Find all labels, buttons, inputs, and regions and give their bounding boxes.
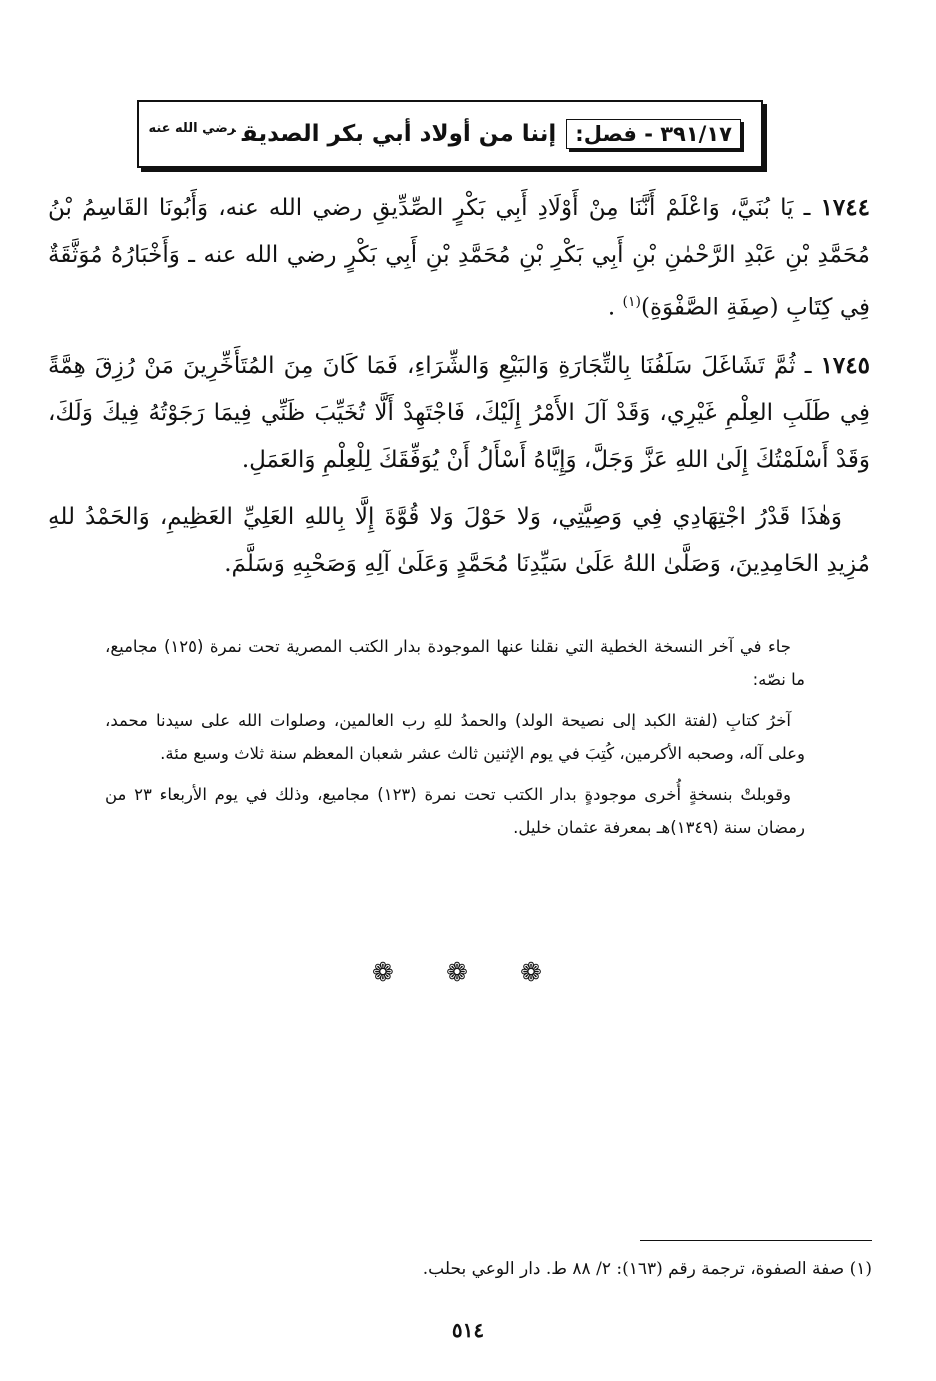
footnote-text: صفة الصفوة، ترجمة رقم (١٦٣): ٢/ ٨٨ ط. دار الوعي بحلب.	[422, 1259, 850, 1279]
paragraph-number: ١٧٤٥	[820, 351, 870, 379]
paragraph-text: وَهٰذَا قَدْرُ اجْتِهَادِي فِي وَصِيَّتِي، وَلا حَوْلَ وَلا قُوَّةَ إِلَّا بِاللهِ العَلِيِّ العَظِيمِ، وَالحَمْدُ للهِ مُزِيدِ الحَامِدِينَ، وَصَلَّىٰ اللهُ عَلَىٰ سَيِّدِنَا مُحَمَّدٍ وَعَلَىٰ آلِهِ وَصَحْبِهِ وَسَلَّمَ.	[48, 503, 870, 577]
ornament-separator: ❁ ❁ ❁	[372, 958, 564, 988]
paragraph-end: .	[607, 294, 623, 321]
colophon-paragraph: وقوبلتْ بنسخةٍ أُخرى موجودةٍ بدار الكتب تحت نمرة (١٢٣) مجاميع، وذلك في يوم الأربعاء ٢٣ من رمضان سنة (١٣٤٩)هـ بمعرفة عثمان خليل.	[105, 785, 805, 837]
chapter-title-text: إننا من أولاد أبي بكر الصديق	[241, 121, 557, 147]
honorific-mark: رضي الله عنه	[148, 121, 236, 137]
paragraph-1745	[48, 342, 870, 484]
paragraph-number: ١٧٤٤	[820, 194, 870, 221]
paragraph-text: ـ يَا بُنَيَّ، وَاعْلَمْ أَنَّنَا مِنْ أَوْلَادِ أَبِي بَكْرٍ الصِّدِّيقِ رضي الله عنه، وَأَبُونَا القَاسِمُ بْنُ مُحَمَّدِ بْنِ عَبْدِ الرَّحْمٰنِ بْنِ أَبِي بَكْرِ بْنِ مُحَمَّدِ بْنِ أَبِي بَكْرٍ رضي الله عنه ـ وَأَخْبَارُهُ مُوَثَّقَةٌ فِي كِتَابِ (صِفَةِ الصَّفْوَةِ)	[48, 195, 870, 321]
colophon-paragraph: جاء في آخر النسخة الخطية التي نقلنا عنها الموجودة بدار الكتب المصرية تحت نمرة (١٢٥) مجاميع، ما نصّه:	[105, 637, 805, 689]
footnote-divider	[640, 1240, 872, 1241]
footnote-reference: (١)	[622, 294, 641, 310]
chapter-title	[148, 121, 556, 147]
colophon-note	[105, 630, 805, 844]
paragraph-1744	[48, 184, 870, 332]
paragraph-text: ـ ثُمَّ تَشَاغَلَ سَلَفُنَا بِالتِّجَارَةِ وَالبَيْعِ وَالشِّرَاءِ، فَمَا كَانَ مِنَ المُتَأَخِّرِينَ مَنْ رُزِقَ هِمَّةً فِي طَلَبِ العِلْمِ غَيْرِي، وَقَدْ آلَ الأَمْرُ إِلَيْكَ، فَاجْتَهِدْ أَلَّا تُخَيِّبَ ظَنِّي فِيمَا رَجَوْتُهُ فِيكَ وَلَكَ، وَقَدْ أَسْلَمْتُكَ إِلَىٰ اللهِ عَزَّ وَجَلَّ، وَإِيَّاهُ أَسْأَلُ أَنْ يُوَفِّقَكَ لِلْعِلْمِ وَالعَمَلِ.	[48, 352, 870, 473]
chapter-number-tag: ٣٩١/١٧ - فصل:	[566, 119, 741, 149]
colophon-paragraph: آخرُ كتابِ (لفتة الكبد إلى نصيحة الولد) والحمدُ للهِ رب العالمين، وصلوات الله على سيدنا محمد، وعلى آله، وصحبه الأكرمين، كُتِبَ في يوم الإثنين ثالث عشر شعبان المعظم سنة ثلاث وسبع مئة.	[105, 711, 805, 763]
main-text	[48, 184, 870, 588]
page-number: ٥١٤	[451, 1318, 485, 1342]
paragraph-closing	[48, 494, 870, 588]
footnote	[172, 1252, 872, 1286]
footnote-marker: (١)	[849, 1259, 872, 1279]
chapter-header-box	[137, 100, 763, 168]
